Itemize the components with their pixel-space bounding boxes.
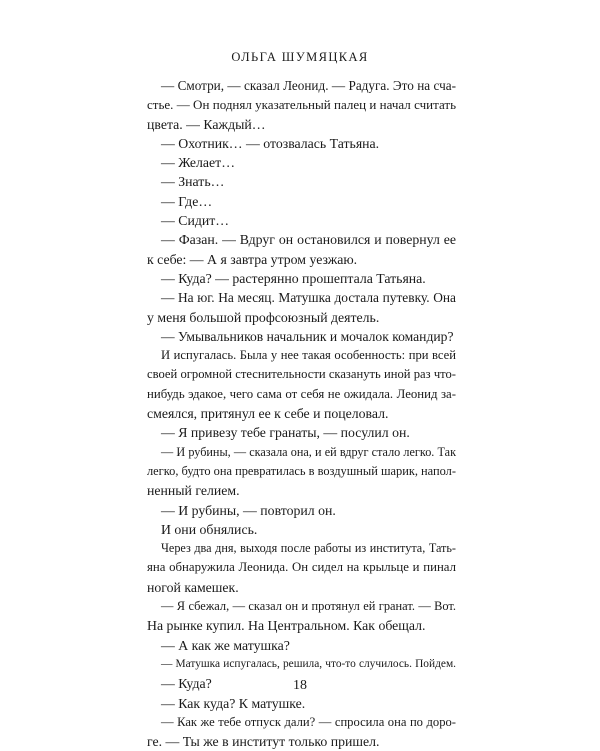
text-line: цвета. — Каждый… [147,116,266,132]
text-line: яна обнаружила Леонида. Он сидел на крыльце и пинал [147,560,456,575]
text-line: смеялся, притянул ее к себе и поцеловал. [147,406,389,422]
text-line: — Как куда? К матушке. [161,695,306,711]
text-line: И испугалась. Была у нее такая особенность: при всей [161,348,456,363]
text-line: своей огромной стеснительности сказануть иной раз что- [147,367,456,382]
text-line: — Я привезу тебе гранаты, — посулил он. [161,425,410,441]
text-line: — А как же матушка? [161,637,290,653]
running-head: ОЛЬГА ШУМЯЦКАЯ [231,50,369,64]
text-line: — Куда? [161,676,212,692]
text-line: — И рубины, — сказала она, и ей вдруг стало легко. Так [161,444,456,459]
text-line: Через два дня, выходя после работы из института, Тать- [161,541,456,556]
text-line: у меня большой профсоюзный деятель. [147,309,380,325]
text-line: — И рубины, — повторил он. [161,502,336,518]
page-number: 18 [293,678,307,693]
text-line: — Сидит… [161,213,230,229]
text-line: к себе: — А я завтра утром уезжаю. [147,251,358,267]
text-line: — Как же тебе отпуск дали? — спросила она по доро- [161,714,456,729]
text-line: — Матушка испугалась, решила, что-то случилось. Пойдем. [161,657,456,670]
text-line: легко, будто она превратилась в воздушный шарик, напол- [147,463,456,478]
text-line: — Где… [161,193,213,209]
text-line: — Я сбежал, — сказал он и протянул ей гранат. — Вот. [161,599,456,614]
text-line: стье. — Он поднял указательный палец и начал считать [147,97,456,113]
text-line: ногой камешек. [147,579,239,595]
text-line: — Куда? — растерянно прошептала Татьяна. [161,270,426,286]
text-line: — Смотри, — сказал Леонид. — Радуга. Это на сча- [161,78,456,93]
text-line: нибудь эдакое, чего сама от себя не ожидала. Леонид за- [147,386,456,401]
text-line: На рынке купил. На Центральном. Как обещал. [147,618,426,634]
text-line: — Фазан. — Вдруг он остановился и повернул ее [161,232,456,248]
text-line: — Умывальников начальник и мочалок командир? [161,328,454,344]
body-text [147,76,456,751]
text-line: — На юг. На месяц. Матушка достала путевку. Она [161,290,456,306]
text-line: И они обнялись. [161,521,258,537]
text-line: ге. — Ты же в институт только пришел. [147,734,380,750]
text-line: ненный гелием. [147,483,240,499]
text-line: — Желает… [161,155,235,171]
text-line: — Знать… [161,174,225,190]
text-line: — Охотник… — отозвалась Татьяна. [161,135,380,151]
